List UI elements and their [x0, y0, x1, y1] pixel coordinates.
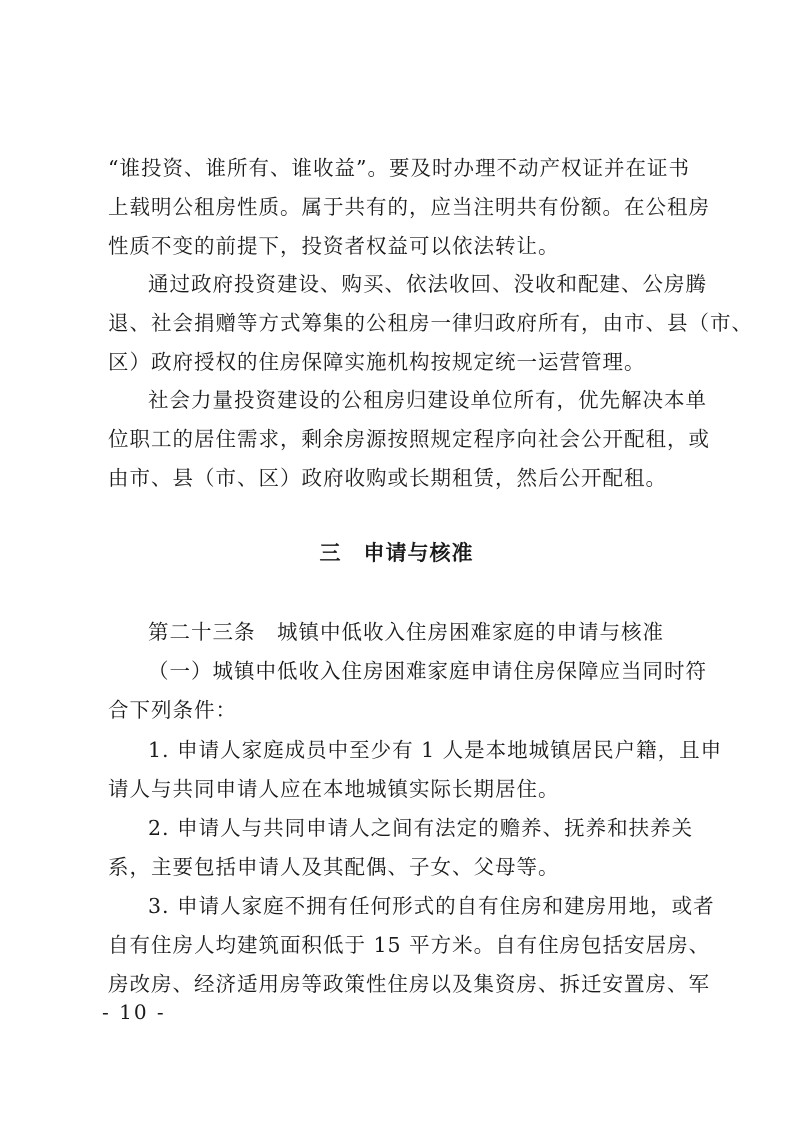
text-line: 自有住房人均建筑面积低于 15 平方米。自有住房包括安居房、	[108, 933, 711, 957]
text-line: 合下列条件：	[108, 698, 237, 722]
list-item-3: 3. 申请人家庭不拥有任何形式的自有住房和建房用地，或者	[148, 894, 715, 918]
text-line: 位职工的居住需求，剩余房源按照规定程序向社会公开配租，或	[108, 427, 710, 451]
list-item-1: 1. 申请人家庭成员中至少有 1 人是本地城镇居民户籍，且申	[148, 738, 723, 762]
text-line: （一）城镇中低收入住房困难家庭申请住房保障应当同时符	[148, 659, 707, 683]
text-line: 通过政府投资建设、购买、依法收回、没收和配建、公房腾	[148, 272, 707, 296]
text-line: 区）政府授权的住房保障实施机构按规定统一运营管理。	[108, 350, 646, 374]
section-heading: 三 申请与核准	[319, 541, 474, 565]
text-line: 上载明公租房性质。属于共有的，应当注明共有份额。在公租房	[108, 195, 710, 219]
text-line: 性质不变的前提下，投资者权益可以依法转让。	[108, 234, 560, 258]
page-number: - 10 -	[102, 1000, 166, 1024]
text-line: 由市、县（市、区）政府收购或长期租赁，然后公开配租。	[108, 466, 667, 490]
text-line: 请人与共同申请人应在本地城镇实际长期居住。	[108, 777, 560, 801]
text-line: 退、社会捐赠等方式筹集的公租房一律归政府所有，由市、县（市、	[108, 311, 753, 335]
article-title: 第二十三条 城镇中低收入住房困难家庭的申请与核准	[148, 620, 664, 644]
text-line: 社会力量投资建设的公租房归建设单位所有，优先解决本单	[148, 388, 707, 412]
text-line: 系，主要包括申请人及其配偶、子女、父母等。	[108, 855, 560, 879]
text-line: 房改房、经济适用房等政策性住房以及集资房、拆迁安置房、军	[108, 972, 710, 996]
list-item-2: 2. 申请人与共同申请人之间有法定的赡养、抚养和扶养关	[148, 816, 694, 840]
text-line: “谁投资、谁所有、谁收益”。要及时办理不动产权证并在证书	[108, 156, 690, 180]
